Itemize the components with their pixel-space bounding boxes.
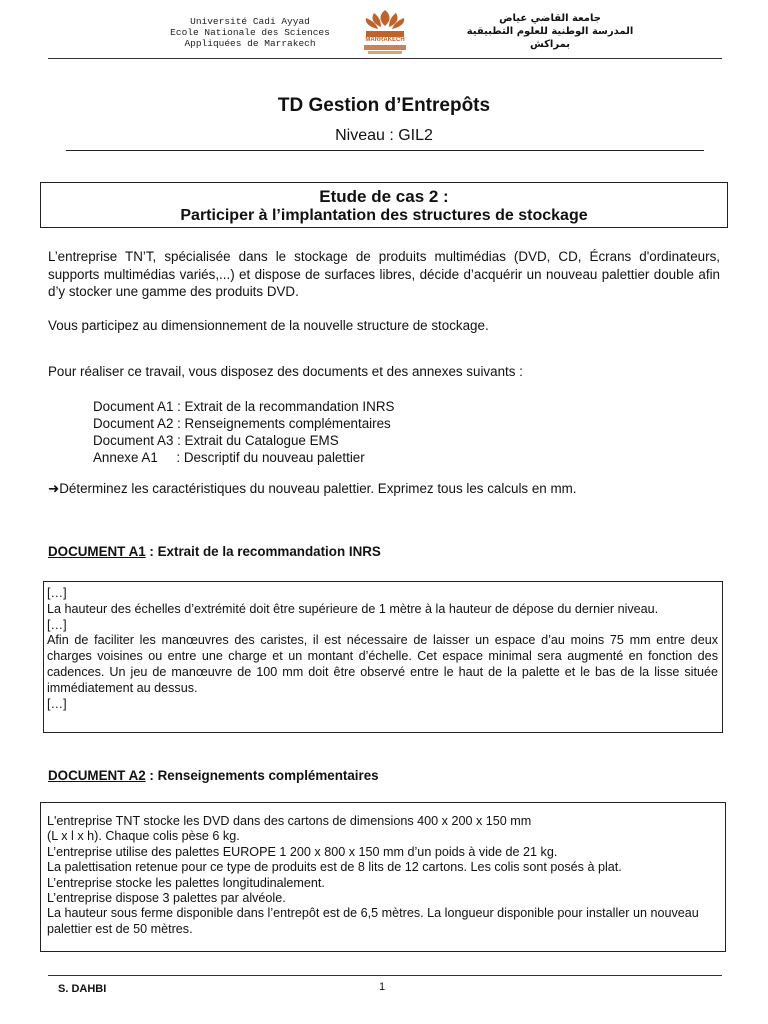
list-item: Annexe A1 : Descriptif du nouveau palettier xyxy=(93,450,365,465)
doc-a2-label: DOCUMENT A2 xyxy=(48,768,146,783)
doc-a1-line: […] xyxy=(47,696,67,711)
logo-wordmark: MARRAKECH xyxy=(356,37,414,44)
doc-a2-line: La palettisation retenue pour ce type de produits est de 8 lits de 12 cartons. Les colis sont posés à plat. xyxy=(47,860,622,875)
doc-a2-box xyxy=(40,802,726,952)
doc-a1-title: : Extrait de la recommandation INRS xyxy=(145,544,381,559)
task-instruction xyxy=(48,480,720,498)
university-logo xyxy=(356,6,414,56)
doc-a2-line: L’entreprise stocke les palettes longitudinalement. xyxy=(47,875,325,890)
list-item: Document A1 : Extrait de la recommandation INRS xyxy=(93,399,395,414)
institution-line: بمراكش xyxy=(529,39,571,50)
intro-paragraph: Vous participez au dimensionnement de la nouvelle structure de stockage. xyxy=(48,318,489,333)
page-subtitle: Niveau : GIL2 xyxy=(335,127,433,144)
institution-line: Ecole Nationale des Sciences xyxy=(170,27,330,38)
doc-a1-box xyxy=(43,581,723,733)
institution-line: Appliquées de Marrakech xyxy=(184,38,316,49)
case-subtitle: Participer à l’implantation des structures de stockage xyxy=(180,207,588,224)
case-study-box xyxy=(40,182,728,228)
intro-paragraph: Pour réaliser ce travail, vous disposez des documents et des annexes suivants : xyxy=(48,364,523,379)
doc-a2-line: La hauteur sous ferme disponible dans l’entrepôt est de 6,5 mètres. La longueur disponible pour installer un nouveau palettier est de 50 mètres. xyxy=(47,906,699,936)
doc-a1-line: La hauteur des échelles d’extrémité doit être supérieure de 1 mètre à la hauteur de dépose du dernier niveau. xyxy=(47,601,659,616)
case-title: Etude de cas 2 : xyxy=(319,187,449,206)
task-text: Déterminez les caractéristiques du nouveau palettier. Exprimez tous les calculs en mm. xyxy=(59,481,577,496)
doc-a2-line: L’entreprise dispose 3 palettes par alvéole. xyxy=(47,891,286,906)
page-title: TD Gestion d’Entrepôts xyxy=(277,95,491,116)
doc-a1-label: DOCUMENT A1 xyxy=(48,544,146,559)
doc-a1-line: […] xyxy=(47,586,67,600)
doc-a1-heading xyxy=(48,544,381,559)
title-divider xyxy=(66,150,704,151)
list-item: Document A2 : Renseignements complémentaires xyxy=(93,416,391,431)
doc-a2-heading xyxy=(48,768,379,783)
doc-a2-line: (L x l x h). Chaque colis pèse 6 kg. xyxy=(47,829,240,844)
header-divider xyxy=(48,58,722,59)
intro-paragraph: L’entreprise TN’T, spécialisée dans le stockage de produits multimédias (DVD, CD, Écrans d'ordinateurs, supports multimédias variés,...) et dispose de surfaces libres, décide d’acquérir un nouveau palettier double afin d’y stocker une gamme des produits DVD. xyxy=(48,249,720,299)
institution-line: المدرسة الوطنية للعلوم التطبيقية xyxy=(466,26,634,37)
document-list xyxy=(93,398,394,466)
doc-a1-line: […] xyxy=(47,617,67,632)
institution-name-fr xyxy=(150,16,350,49)
doc-a1-line: Afin de faciliter les manœuvres des caristes, il est nécessaire de laisser un espace d’au moins 75 mm entre deux charges voisines ou entre une charge et un montant d’échelle. Cet espace minimal sera augmenté en fonction des cadences. Un jeu de manœuvre de 100 mm doit être observé entre le haut de la palette et le bas de la lisse située immédiatement au dessus. xyxy=(47,633,718,695)
institution-name-ar xyxy=(465,12,635,51)
list-item: Document A3 : Extrait du Catalogue EMS xyxy=(93,433,339,448)
institution-line: جامعة القاضي عياض xyxy=(499,13,601,24)
footer-author: S. DAHBI xyxy=(58,983,107,995)
doc-a2-line: L’entreprise utilise des palettes EUROPE 1 200 x 800 x 150 mm d’un poids à vide de 21 kg. xyxy=(47,844,558,859)
footer-divider xyxy=(48,975,722,976)
arrow-icon: ➜ xyxy=(48,481,60,496)
institution-line: Université Cadi Ayyad xyxy=(190,16,310,27)
page-number: 1 xyxy=(379,981,386,993)
doc-a2-line: L'entreprise TNT stocke les DVD dans des cartons de dimensions 400 x 200 x 150 mm xyxy=(47,814,532,828)
doc-a2-title: : Renseignements complémentaires xyxy=(145,768,379,783)
